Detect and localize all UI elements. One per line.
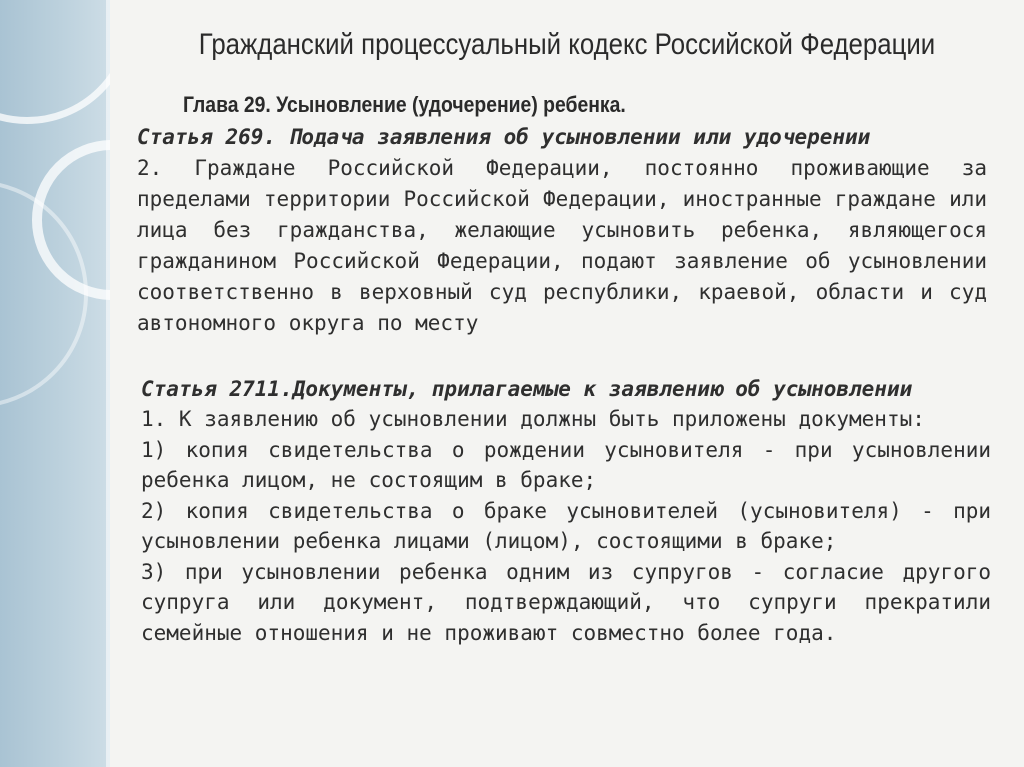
slide-title: Гражданский процессуальный кодекс Российской Федерации — [198, 28, 936, 61]
decorative-side-band — [0, 0, 110, 767]
article-2711-heading: Статья 2711.Документы, прилагаемые к заявлению об усыновлении — [141, 377, 913, 401]
article-2711-block — [137, 372, 995, 650]
decorative-stripe — [106, 0, 110, 767]
article-2711-item-1: 1) копия свидетельства о рождении усыновителя - при усыновлении ребенка лицом, не состоящим в браке; — [141, 437, 991, 492]
article-269-heading: Статья 269. Подача заявления об усыновлении или удочерении — [137, 125, 871, 149]
article-2711-paragraph-1: 1. К заявлению об усыновлении должны быть приложены документы: — [141, 407, 925, 431]
article-2711-item-2: 2) копия свидетельства о браке усыновителей (усыновителя) - при усыновлении ребенка лицами (лицом), состоящими в браке; — [141, 498, 991, 553]
article-269-paragraph: 2. Граждане Российской Федерации, постоянно проживающие за пределами территории Российской Федерации, иностранные граждане или лица без гражданства, желающие усыновить ребенка, являющегося гражданином Российской Федерации, подают заявление об усыновлении соответственно в верховный суд республики, краевой, области и суд автономного округа по месту — [137, 156, 987, 335]
decorative-ring — [0, 0, 110, 124]
article-269-block — [137, 122, 987, 339]
article-2711-item-3: 3) при усыновлении ребенка одним из супругов - согласие другого супруга или документ, подтверждающий, что супруги прекратили семейные отношения и не проживают совместно более года. — [141, 559, 991, 645]
chapter-heading: Глава 29. Усыновление (удочерение) ребенка. — [183, 92, 626, 117]
